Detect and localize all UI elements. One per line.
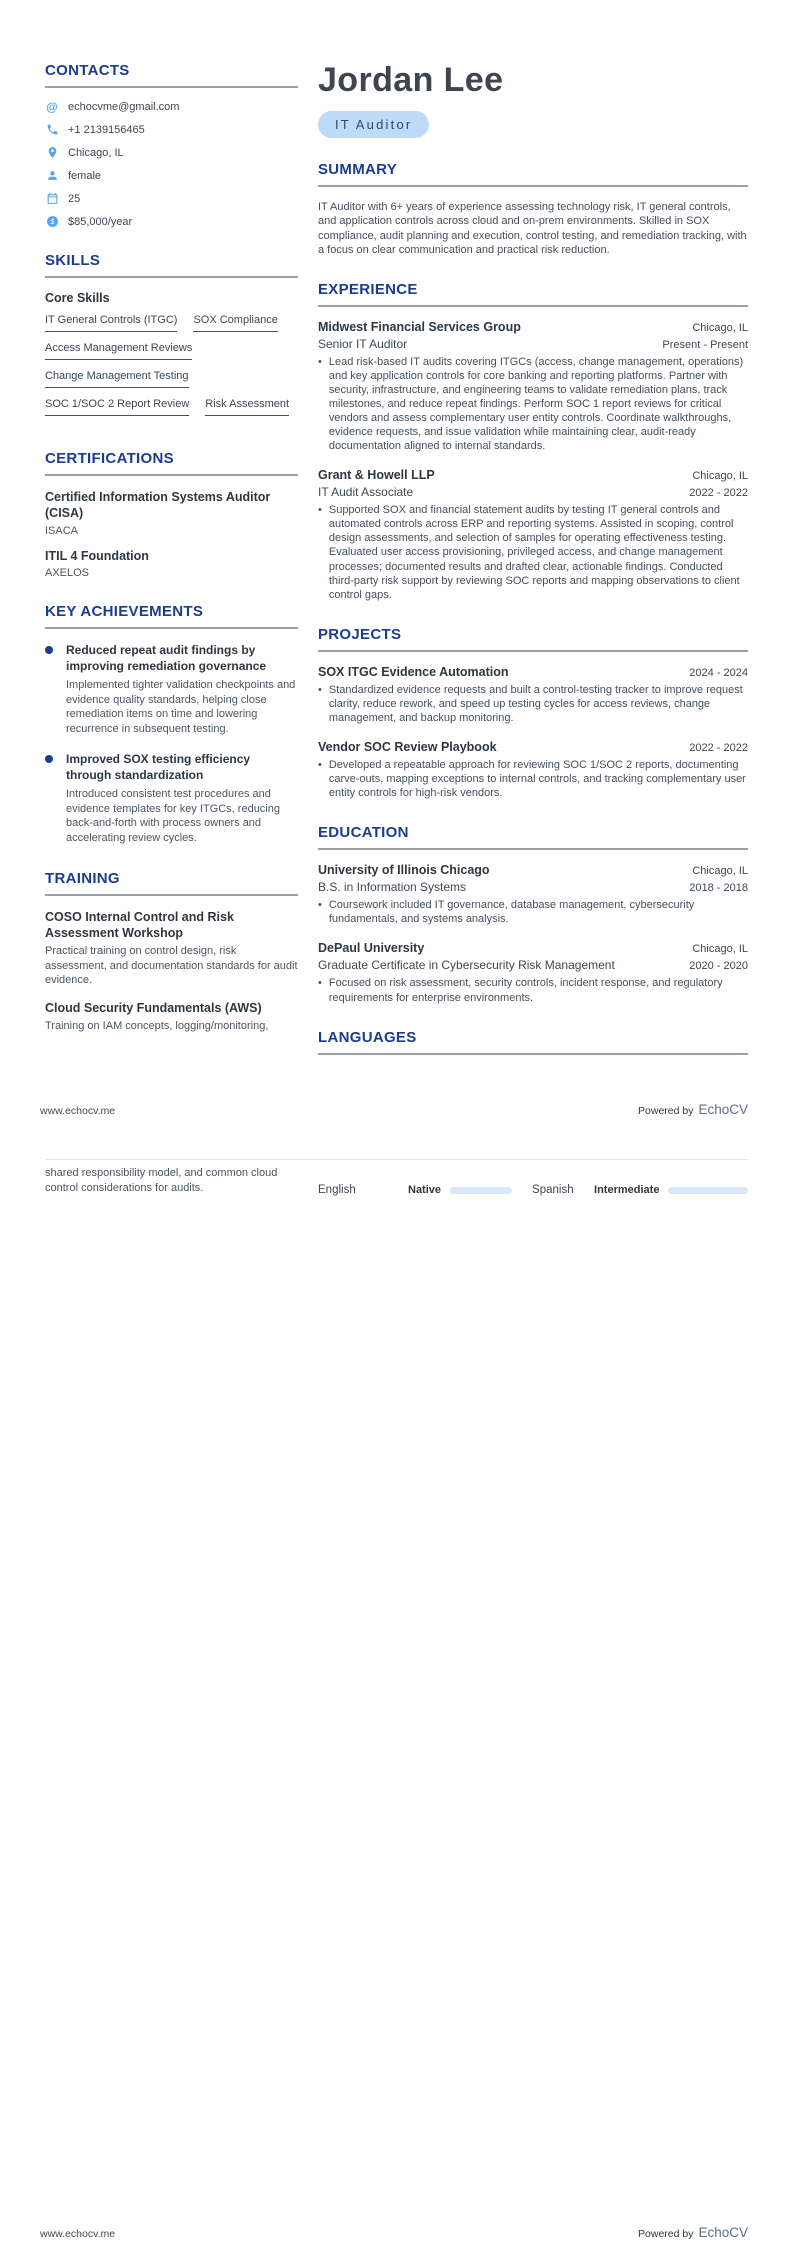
contact-location [45, 146, 298, 159]
experience-bullet [318, 503, 748, 602]
bullet-marker: • [318, 899, 322, 912]
company-location: Chicago, IL [692, 470, 748, 483]
language-level: Intermediate [594, 1184, 660, 1196]
skills-list [45, 314, 298, 426]
summary-text: IT Auditor with 6+ years of experience assessing technology risk, IT general controls, and application controls across cloud and on-prem environments. Skilled in SOX compliance, audit planning and execution, control testing, and remediation tracking, with a focus on clear communication and practical risk reduction. [318, 201, 747, 256]
section-divider [45, 894, 298, 896]
projects-section [318, 626, 748, 800]
training-item [45, 1000, 298, 1034]
degree: Graduate Certificate in Cybersecurity Risk Management [318, 958, 615, 973]
training-name: Cloud Security Fundamentals (AWS) [45, 1000, 262, 1015]
contact-gender-text: female [68, 169, 102, 182]
experience-bullet-text: Lead risk-based IT audits covering ITGCs (access, change management, operations) and key application controls for core banking and reporting platforms. Partner with security, infrastructure, and engineering teams to validate remediation plans, track milestones, and reduce repeat findings. Perform SOC 1 report reviews for critical vendors and assess complementary user entity controls. Coordinate walkthroughs, evidence requests, and issue validation while maintaining clear, audit-ready documentation aligned to internal standards. [328, 355, 744, 453]
calendar-icon [45, 192, 59, 205]
website-link[interactable]: www.echocv.me [40, 2228, 116, 2240]
project-bullet-text: Standardized evidence requests and built a control-testing tracker to improve request clarity, reduce rework, and speed up testing cycles for access reviews, change management, and backup monitoring. [328, 683, 743, 724]
contacts-section [45, 62, 298, 228]
language-proficiency-bar [450, 1187, 512, 1194]
training-description-continuation: shared responsibility model, and common cloud control considerations for audits. [45, 1167, 278, 1194]
project-dates: 2022 - 2022 [689, 742, 748, 755]
education-bullet [318, 898, 748, 926]
role-badge: IT Auditor [318, 111, 429, 138]
bullet-marker: • [318, 504, 322, 517]
experience-entry [318, 320, 748, 454]
section-divider [318, 185, 748, 187]
powered-by-label: Powered by [638, 1105, 694, 1117]
experience-section [318, 281, 748, 602]
powered-by-label: Powered by [638, 2228, 694, 2240]
education-dates: 2018 - 2018 [689, 882, 748, 895]
training-heading: TRAINING [45, 869, 120, 887]
project-bullet [318, 683, 748, 725]
main-column [318, 62, 748, 1068]
education-entry-header [318, 863, 748, 877]
experience-entry-subheader [318, 482, 748, 499]
education-dates: 2020 - 2020 [689, 960, 748, 973]
experience-entry [318, 468, 748, 602]
education-entry [318, 941, 748, 1004]
experience-bullet-text: Supported SOX and financial statement audits by testing IT general controls and automated controls across ERP and reporting systems. Assisted in scoping, control design assessments, and selection of samples for operating effectiveness testing. Evaluated user access provisioning, privileged access, and change management processes; documented results and drafted clear, actionable findings. Conducted third-party risk support by reviewing SOC reports and mapping observations to client control gaps. [328, 504, 740, 601]
contact-gender [45, 169, 298, 182]
section-divider [318, 305, 748, 307]
contact-phone-text: +1 2139156465 [68, 123, 145, 136]
echocv-brand-link[interactable]: EchoCV [698, 2225, 748, 2240]
bullet-dot-icon [45, 755, 53, 763]
experience-entry-subheader [318, 334, 748, 351]
person-icon [45, 169, 59, 182]
phone-icon [45, 123, 59, 136]
language-proficiency-bar [668, 1187, 748, 1194]
achievement-body [66, 751, 298, 846]
certifications-heading: CERTIFICATIONS [45, 450, 174, 467]
key-achievements-heading: KEY ACHIEVEMENTS [45, 602, 204, 620]
company-location: Chicago, IL [692, 321, 748, 334]
contact-age-text: 25 [68, 192, 81, 205]
education-heading: EDUCATION [318, 824, 409, 842]
certification-name: ITIL 4 Foundation [45, 548, 149, 563]
section-divider [45, 627, 298, 629]
bullet-marker: • [318, 977, 322, 990]
skills-section [45, 252, 298, 426]
summary-heading: SUMMARY [318, 161, 398, 179]
languages-section [318, 1029, 748, 1055]
skill-chip: SOC 1/SOC 2 Report Review [45, 398, 189, 416]
contact-email[interactable] [45, 101, 298, 113]
section-divider [45, 86, 298, 88]
training-description: Training on IAM concepts, logging/monitoring, [45, 1020, 269, 1033]
achievement-title: Improved SOX testing efficiency through standardization [66, 751, 251, 782]
education-entry-header [318, 941, 748, 955]
skill-chip: Access Management Reviews [45, 342, 192, 360]
skills-heading: SKILLS [45, 252, 101, 269]
contacts-heading: CONTACTS [45, 62, 130, 79]
experience-heading: EXPERIENCE [318, 280, 418, 298]
contact-phone[interactable] [45, 123, 298, 136]
certifications-section [45, 450, 298, 579]
education-entry-subheader [318, 877, 748, 894]
project-dates: 2024 - 2024 [689, 666, 748, 679]
achievement-item [45, 751, 298, 846]
certification-item [45, 489, 298, 537]
education-entry [318, 863, 748, 926]
skill-chip: Risk Assessment [205, 398, 289, 416]
email-icon: @ [46, 100, 58, 114]
language-level: Native [408, 1184, 442, 1196]
education-entry-subheader [318, 955, 748, 972]
skill-chip: SOX Compliance [193, 314, 277, 332]
section-divider [318, 650, 748, 652]
section-divider [318, 848, 748, 850]
experience-entry-header [318, 468, 748, 482]
page-break-divider [45, 1159, 748, 1160]
experience-entry-header [318, 320, 748, 334]
training-section [45, 870, 298, 1034]
project-entry [318, 665, 748, 725]
certification-org: AXELOS [45, 566, 90, 579]
languages-row [318, 1184, 748, 1196]
job-dates: 2022 - 2022 [689, 487, 748, 500]
training-name: COSO Internal Control and Risk Assessment Workshop [45, 909, 234, 940]
certification-item [45, 548, 298, 579]
school-location: Chicago, IL [692, 943, 748, 956]
echocv-brand-link[interactable]: EchoCV [698, 1102, 748, 1117]
project-entry-header [318, 740, 748, 754]
achievement-item [45, 642, 298, 737]
experience-bullet [318, 355, 748, 454]
contact-age [45, 192, 298, 205]
job-title: Senior IT Auditor [318, 336, 408, 351]
page1-footer [40, 1101, 748, 1119]
education-bullet-text: Coursework included IT governance, database management, cybersecurity fundamentals, and systems analysis. [328, 899, 695, 926]
bullet-dot-icon [45, 646, 53, 654]
section-divider [45, 276, 298, 278]
achievement-title: Reduced repeat audit findings by improving remediation governance [66, 642, 267, 673]
website-link[interactable]: www.echocv.me [40, 1105, 116, 1117]
skill-chip: IT General Controls (ITGC) [45, 314, 177, 332]
contact-email-text: echocvme@gmail.com [68, 101, 180, 113]
languages-heading: LANGUAGES [318, 1028, 417, 1046]
section-divider [45, 474, 298, 476]
page2-footer [40, 2224, 748, 2242]
project-name: Vendor SOC Review Playbook [318, 740, 497, 755]
skills-group-title: Core Skills [45, 291, 110, 305]
project-name: SOX ITGC Evidence Automation [318, 664, 509, 679]
achievement-description: Introduced consistent test procedures and evidence templates for key ITGCs, reducing back-and-forth with process owners and accelerating review cycles. [66, 788, 280, 844]
training-description: Practical training on control design, risk assessment, and documentation standards for audit evidence. [45, 945, 298, 987]
education-section [318, 824, 748, 1004]
key-achievements-section [45, 603, 298, 846]
location-pin-icon [45, 146, 59, 159]
project-bullet-text: Developed a repeatable approach for reviewing SOC 1/SOC 2 reports, documenting carve-outs, mapping exceptions to internal controls, and tracking complementary user entity controls for high-risk vendors. [328, 759, 746, 800]
degree: B.S. in Information Systems [318, 880, 467, 895]
resume-body [45, 62, 748, 1068]
bullet-marker: • [318, 759, 322, 772]
education-bullet-text: Focused on risk assessment, security controls, incident response, and regulatory requirements for enterprise environments. [328, 977, 723, 1004]
achievement-body [66, 642, 298, 737]
contact-salary [45, 215, 298, 228]
project-entry [318, 740, 748, 800]
svg-text:$: $ [50, 218, 54, 226]
achievement-description: Implemented tighter validation checkpoints and evidence quality standards, helping close remediation items on time and lowering recurrence in subsequent testing. [66, 679, 296, 735]
contact-salary-text: $85,000/year [68, 215, 133, 228]
language-name: English [318, 1184, 356, 1196]
skill-chip: Change Management Testing [45, 370, 189, 388]
company-name: Grant & Howell LLP [318, 468, 435, 483]
education-bullet [318, 976, 748, 1004]
language-name: Spanish [532, 1184, 574, 1196]
project-entry-header [318, 665, 748, 679]
job-title: IT Audit Associate [318, 485, 414, 500]
bullet-marker: • [318, 355, 322, 368]
certification-org: ISACA [45, 524, 79, 537]
school-name: DePaul University [318, 941, 425, 956]
candidate-name: Jordan Lee [318, 61, 504, 99]
school-name: University of Illinois Chicago [318, 863, 490, 878]
contact-location-text: Chicago, IL [68, 146, 124, 159]
project-bullet [318, 758, 748, 800]
projects-heading: PROJECTS [318, 625, 402, 643]
summary-section [318, 161, 748, 256]
salary-coin-icon [45, 215, 59, 228]
bullet-marker: • [318, 683, 322, 696]
job-dates: Present - Present [662, 338, 748, 351]
powered-by [638, 1101, 748, 1119]
sidebar [45, 62, 298, 1068]
certification-name: Certified Information Systems Auditor (CISA) [45, 490, 271, 521]
company-name: Midwest Financial Services Group [318, 319, 521, 334]
powered-by [638, 2224, 748, 2242]
school-location: Chicago, IL [692, 865, 748, 878]
training-item [45, 909, 298, 988]
section-divider [318, 1053, 748, 1055]
